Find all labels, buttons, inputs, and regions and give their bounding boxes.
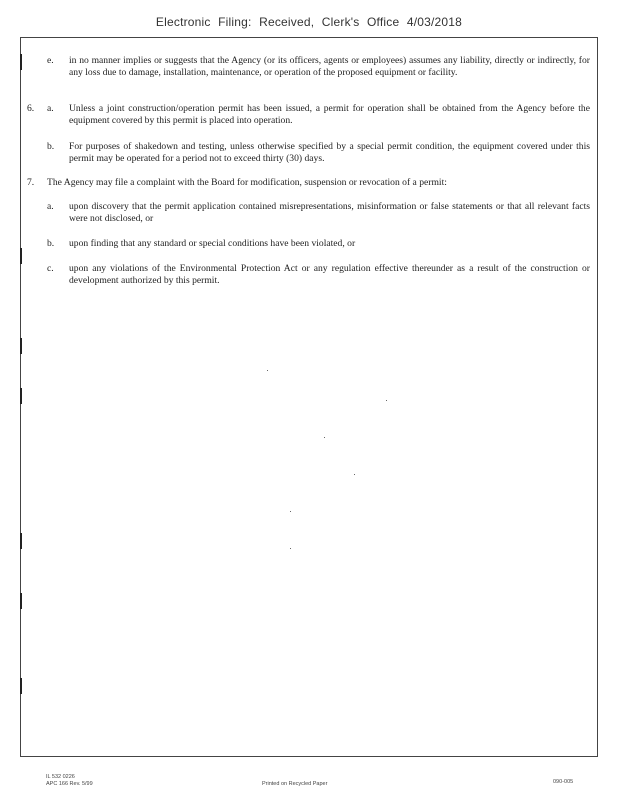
scan-speck xyxy=(386,400,387,401)
item-7c-marker: c. xyxy=(47,263,54,274)
item-7a-marker: a. xyxy=(47,201,54,212)
scan-speck xyxy=(290,548,291,549)
item-6b-text: For purposes of shakedown and testing, unless otherwise specified by a special permit condition, the equipment covered under this permit may be operated for a period not to exceed thirty (30) days. xyxy=(69,141,590,164)
margin-tick xyxy=(20,54,22,70)
scan-speck xyxy=(324,437,325,438)
item-6b-marker: b. xyxy=(47,141,55,152)
filing-stamp: Electronic Filing: Received, Clerk's Office 4/03/2018 xyxy=(155,15,463,29)
form-number-line-1: IL 532 0226 xyxy=(46,774,75,780)
form-number xyxy=(46,774,93,788)
margin-tick xyxy=(20,338,22,354)
recycled-paper-note: Printed on Recycled Paper xyxy=(262,781,328,787)
scan-speck xyxy=(267,370,268,371)
scan-speck xyxy=(354,474,355,475)
item-7c-text: upon any violations of the Environmental Protection Act or any regulation effective thereunder as a result of the construction or development authorized by this permit. xyxy=(69,263,590,286)
item-6a-text: Unless a joint construction/operation permit has been issued, a permit for operation shall be obtained from the Agency before the equipment covered by this permit is placed into operation. xyxy=(69,103,590,126)
item-e-text: in no manner implies or suggests that the Agency (or its officers, agents or employees) assumes any liability, directly or indirectly, for any loss due to damage, installation, maintenance, or operation of the proposed equipment or facility. xyxy=(69,55,590,78)
margin-tick xyxy=(20,593,22,609)
margin-tick xyxy=(20,533,22,549)
form-number-line-2: APC 166 Rev. 5/99 xyxy=(46,781,93,787)
item-e-marker: e. xyxy=(47,55,54,66)
section-7-text: The Agency may file a complaint with the Board for modification, suspension or revocation of a permit: xyxy=(47,177,447,188)
margin-tick xyxy=(20,388,22,404)
item-6a-marker: a. xyxy=(47,103,54,114)
section-7-number: 7. xyxy=(27,177,35,188)
margin-tick xyxy=(20,678,22,694)
margin-tick xyxy=(20,248,22,264)
section-6-number: 6. xyxy=(27,103,35,114)
scan-speck xyxy=(290,511,291,512)
item-7a-text: upon discovery that the permit application contained misrepresentations, misinformation or false statements or that all relevant facts were not disclosed, or xyxy=(69,201,590,224)
item-7b-text: upon finding that any standard or special conditions have been violated, or xyxy=(69,238,356,249)
item-7b-marker: b. xyxy=(47,238,55,249)
document-code: 090-005 xyxy=(553,779,574,785)
